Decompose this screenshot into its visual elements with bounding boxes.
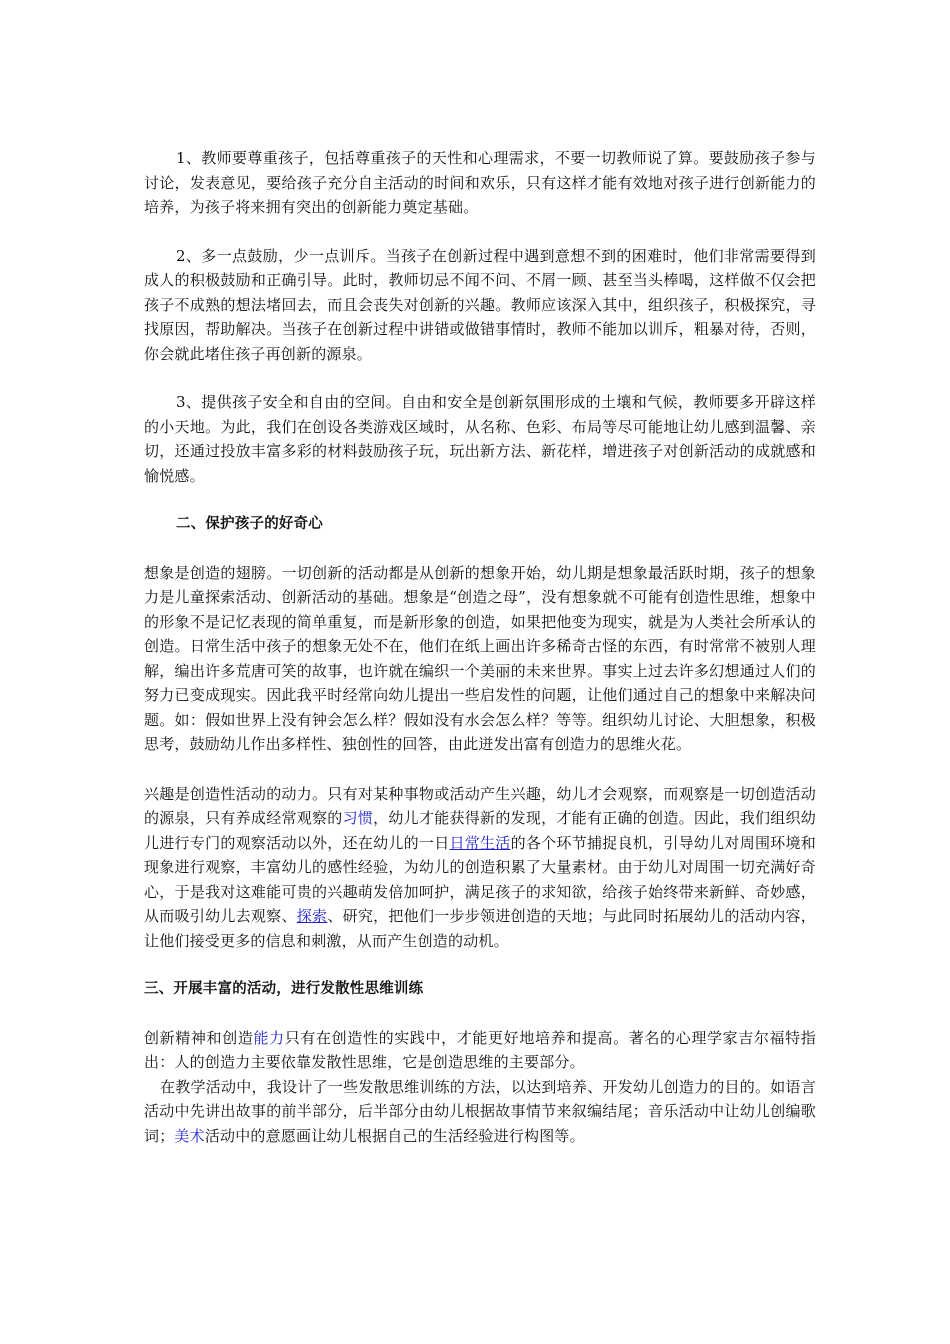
link-art[interactable]: 美术 — [174, 1126, 205, 1145]
link-explore[interactable]: 探索 — [296, 907, 328, 925]
link-ability[interactable]: 能力 — [253, 1028, 285, 1047]
text-run: 活动中的意愿画让幼儿根据自己的生活经验进行构图等。 — [204, 1126, 585, 1145]
document-page — [144, 146, 816, 1148]
paragraph-creative-ability — [144, 1026, 816, 1075]
section-heading-divergent-thinking: 三、开展丰富的活动，进行发散性思维训练 — [144, 981, 424, 997]
link-habit[interactable]: 习惯 — [342, 809, 374, 827]
text-run: 、研究，把他们一步步领进创造的天地；与此同时拓展幼儿的活动内容，让他们接受更多的信息和刺激，从而产生创造的动机。 — [144, 907, 817, 950]
text-run: 兴趣是创造性活动的动力。只有对某种事物或活动产生兴趣，幼儿才会观察，而观察是一切创造活动的源泉，只有养成经常观察的 — [144, 784, 816, 827]
paragraph-respect-children: 1、教师要尊重孩子，包括尊重孩子的天性和心理需求，不要一切教师说了算。要鼓励孩子参与讨论，发表意见，要给孩子充分自主活动的时间和欢乐，只有这样才能有效地对孩子进行创新能力的培养，为孩子将来拥有突出的创新能力奠定基础。 — [144, 149, 816, 216]
text-run: 创新精神和创造 — [144, 1028, 254, 1047]
paragraph-more-encouragement: 2、多一点鼓励，少一点训斥。当孩子在创新过程中遇到意想不到的困难时，他们非常需要得到成人的积极鼓励和正确引导。此时，教师切忌不闻不问、不屑一顾、甚至当头棒喝，这样做不仅会把孩子不成熟的想法堵回去，而且会丧失对创新的兴趣。教师应该深入其中，组织孩子，积极探究，寻找原因，帮助解决。当孩子在创新过程中讲错或做错事情时，教师不能加以训斥，粗暴对待，否则，你会就此堵住孩子再创新的源泉。 — [144, 246, 816, 363]
paragraph-safe-free-space: 3、提供孩子安全和自由的空间。自由和安全是创新氛围形成的土壤和气候，教师要多开辟这样的小天地。为此，我们在创设各类游戏区域时，从名称、色彩、布局等尽可能地让幼儿感到温馨、亲切，还通过投放丰富多彩的材料鼓励孩子玩，玩出新方法、新花样，增进孩子对创新活动的成就感和愉悦感。 — [144, 393, 816, 485]
paragraph-interest — [144, 782, 816, 954]
text-run: 只有在创造性的实践中，才能更好地培养和提高。著名的心理学家吉尔福特指出：人的创造力主要依靠发散性思维，它是创造思维的主要部分。 — [144, 1028, 816, 1071]
link-daily-life[interactable]: 日常生活 — [449, 833, 511, 852]
paragraph-imagination: 想象是创造的翅膀。一切创新的活动都是从创新的想象开始，幼儿期是想象最活跃时期，孩子的想象力是儿童探索活动、创新活动的基础。想象是“创造之母”，没有想象就不可能有创造性思维，想象中的形象不是记忆表现的简单重复，而是新形象的创造，如果把他变为现实，就是为人类社会所承认的创造。日常生活中孩子的想象无处不在，他们在纸上画出许多稀奇古怪的东西，有时常常不被别人理解，编出许多荒唐可笑的故事，也许就在编织一个美丽的未来世界。事实上过去许多幻想通过人们的努力已变成现实。因此我平时经常向幼儿提出一些启发性的问题，让他们通过自己的想象中来解决问题。如：假如世界上没有钟会怎么样？假如没有水会怎么样？等等。组织幼儿讨论、大胆想象，积极思考，鼓励幼儿作出多样性、独创性的回答，由此迸发出富有创造力的思维火花。 — [144, 563, 816, 753]
section-heading-curiosity: 二、保护孩子的好奇心 — [176, 516, 323, 532]
text-run: 的各个环节捕捉良机，引导幼儿对周围环境和现象进行观察，丰富幼儿的感性经验，为幼儿的创造积累了大量素材。由于幼儿对周围一切充满好奇心，于是我对这难能可贵的兴趣萌发倍加呵护，满足孩子的求知欲，给孩子始终带来新鲜、奇妙感，从而吸引幼儿去观察、 — [144, 833, 816, 925]
text-run: 在教学活动中，我设计了一些发散思维训练的方法，以达到培养、开发幼儿创造力的目的。如语言活动中先讲出故事的前半部分，后半部分由幼儿根据故事情节来叙编结尾；音乐活动中让幼儿创编歌词； — [144, 1077, 816, 1145]
text-run: ，幼儿才能获得新的发现，才能有正确的创造。因此，我们组织幼儿进行专门的观察活动以外，还在幼儿的一日 — [144, 809, 816, 852]
paragraph-teaching-activities — [144, 1075, 816, 1149]
